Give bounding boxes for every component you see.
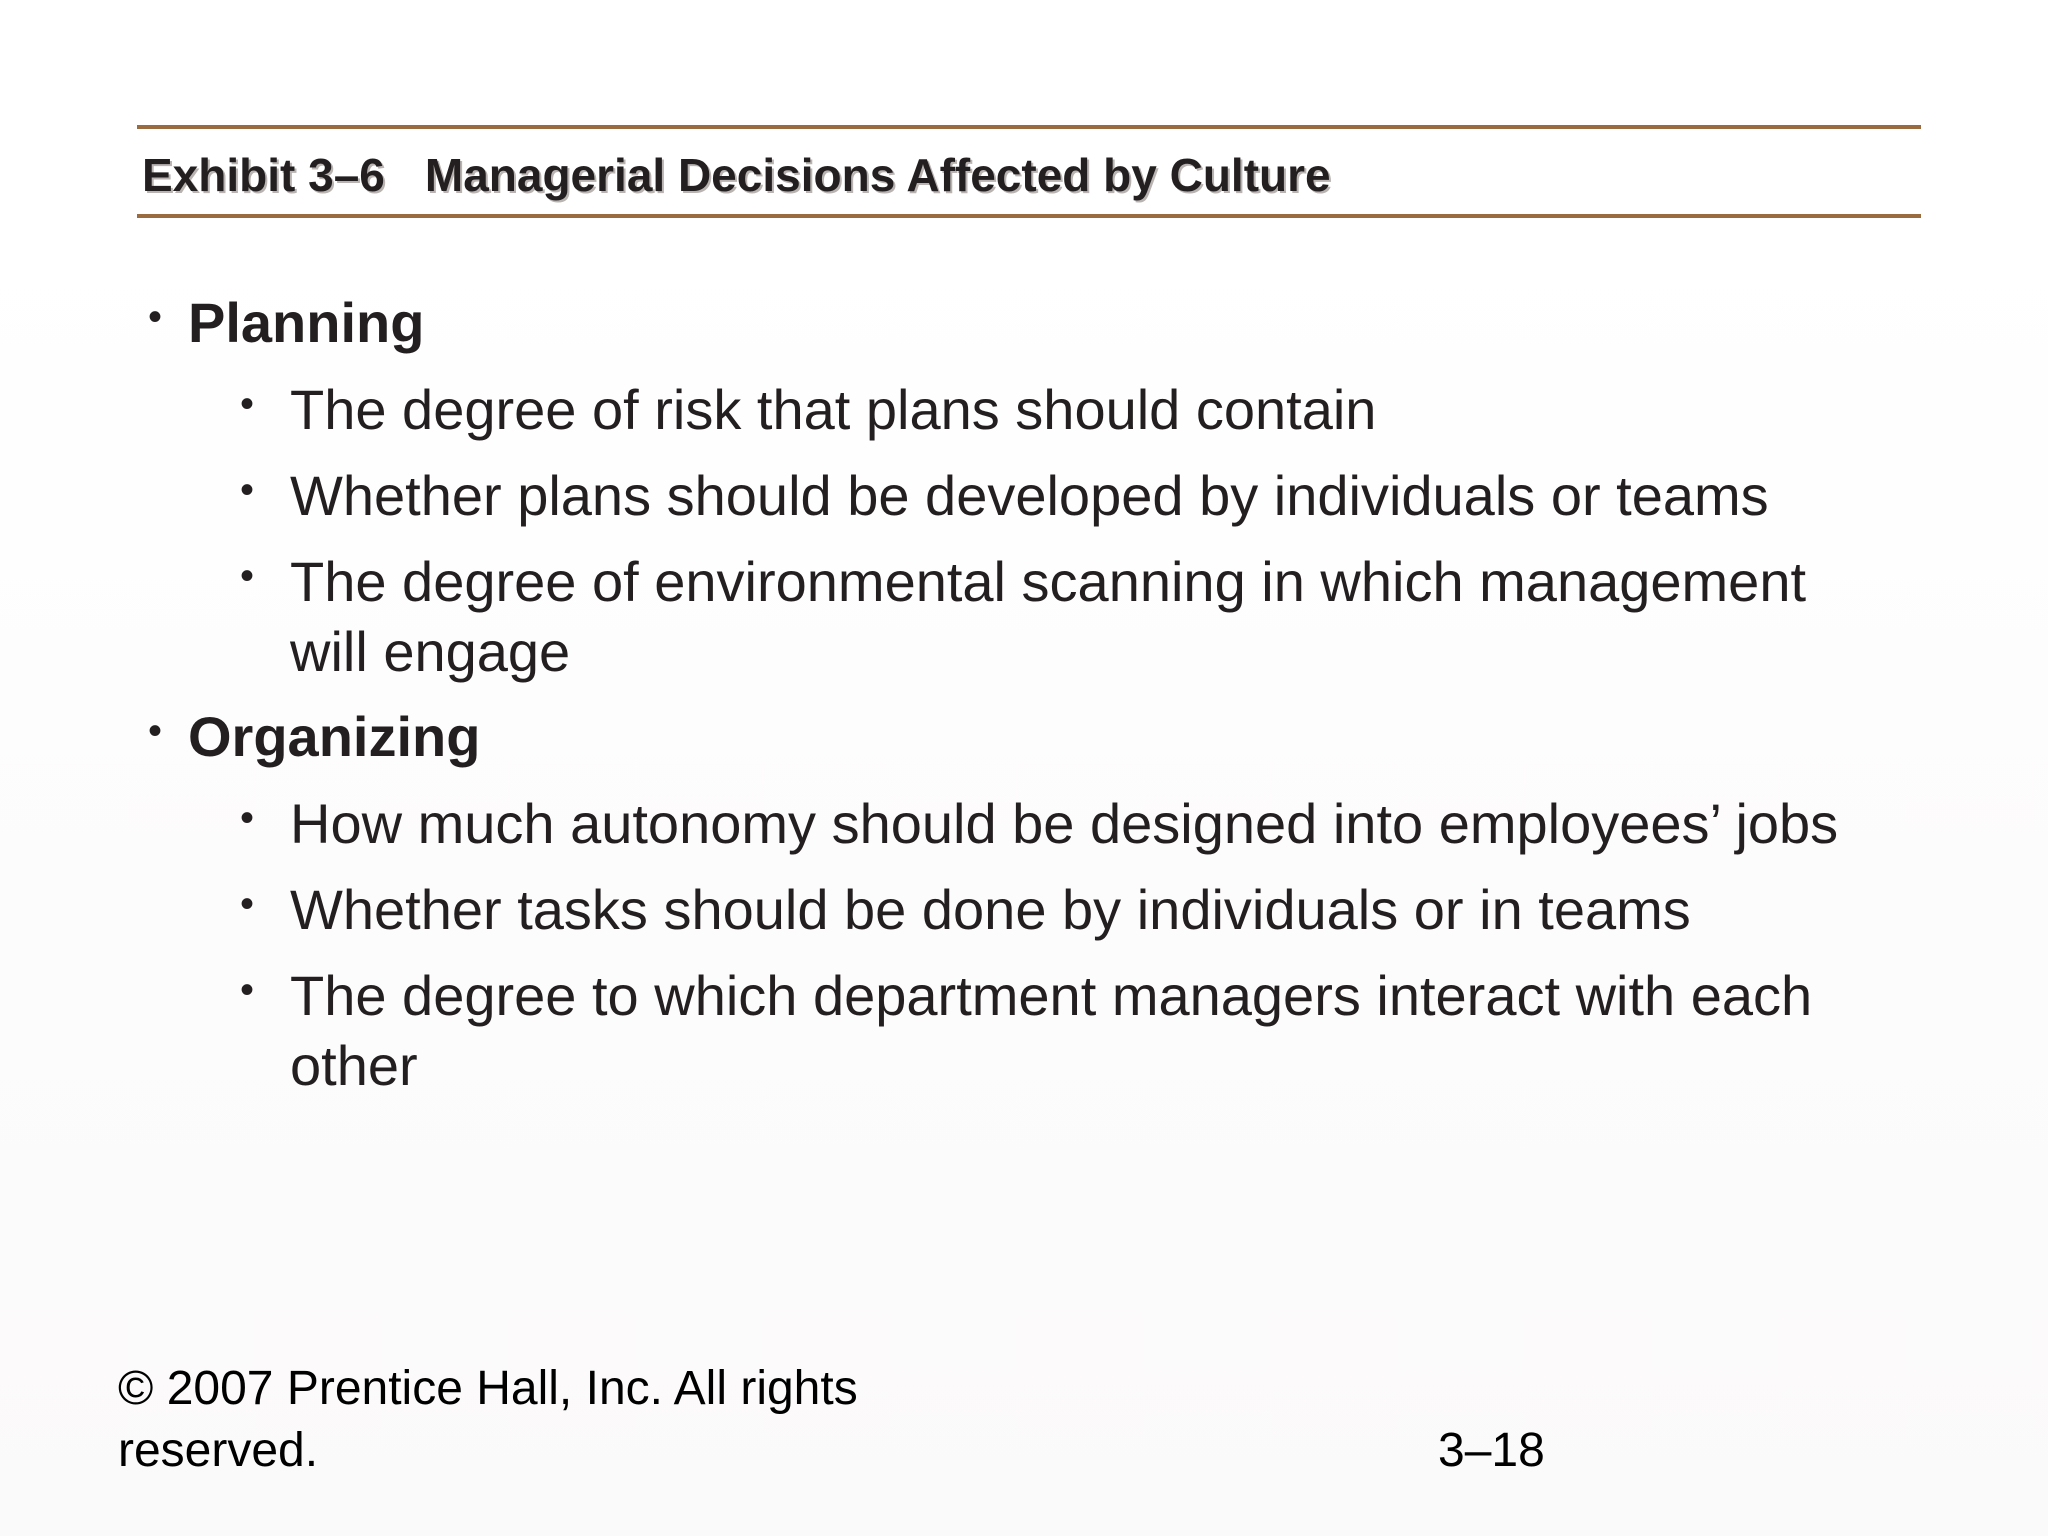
list-item xyxy=(240,461,1880,531)
bullet-icon: • xyxy=(240,882,255,926)
bullet-icon: • xyxy=(240,382,255,426)
bullet-icon: • xyxy=(240,468,255,512)
list-item-text: The degree of risk that plans should contain xyxy=(290,378,1377,441)
list-item-text: How much autonomy should be designed into employees’ jobs xyxy=(290,792,1839,855)
bullet-icon: • xyxy=(148,295,163,339)
list-item xyxy=(240,789,1880,859)
list-item xyxy=(240,547,1880,687)
page-number: 3–18 xyxy=(1438,1424,1545,1477)
list-item-text: Whether tasks should be done by individuals or in teams xyxy=(290,878,1691,941)
bullet-icon: • xyxy=(240,554,255,598)
list-item-text: The degree of environmental scanning in which management will engage xyxy=(290,550,1807,683)
exhibit-number: Exhibit 3–6 xyxy=(142,149,385,201)
bullet-icon: • xyxy=(240,968,255,1012)
section-heading-label: Planning xyxy=(188,291,425,354)
list-item-text: Whether plans should be developed by individuals or teams xyxy=(290,464,1769,527)
bullet-icon: • xyxy=(240,796,255,840)
exhibit-heading: Managerial Decisions Affected by Culture xyxy=(424,149,1331,201)
section-heading-organizing xyxy=(148,702,480,772)
list-item xyxy=(240,875,1880,945)
section-heading-planning xyxy=(148,288,424,358)
copyright-notice: © 2007 Prentice Hall, Inc. All rights reserved. xyxy=(118,1362,858,1477)
bullet-icon: • xyxy=(148,709,163,753)
list-item xyxy=(240,961,1880,1101)
section-heading-label: Organizing xyxy=(188,705,481,768)
list-item xyxy=(240,375,1880,445)
list-item-text: The degree to which department managers interact with each other xyxy=(290,964,1813,1097)
